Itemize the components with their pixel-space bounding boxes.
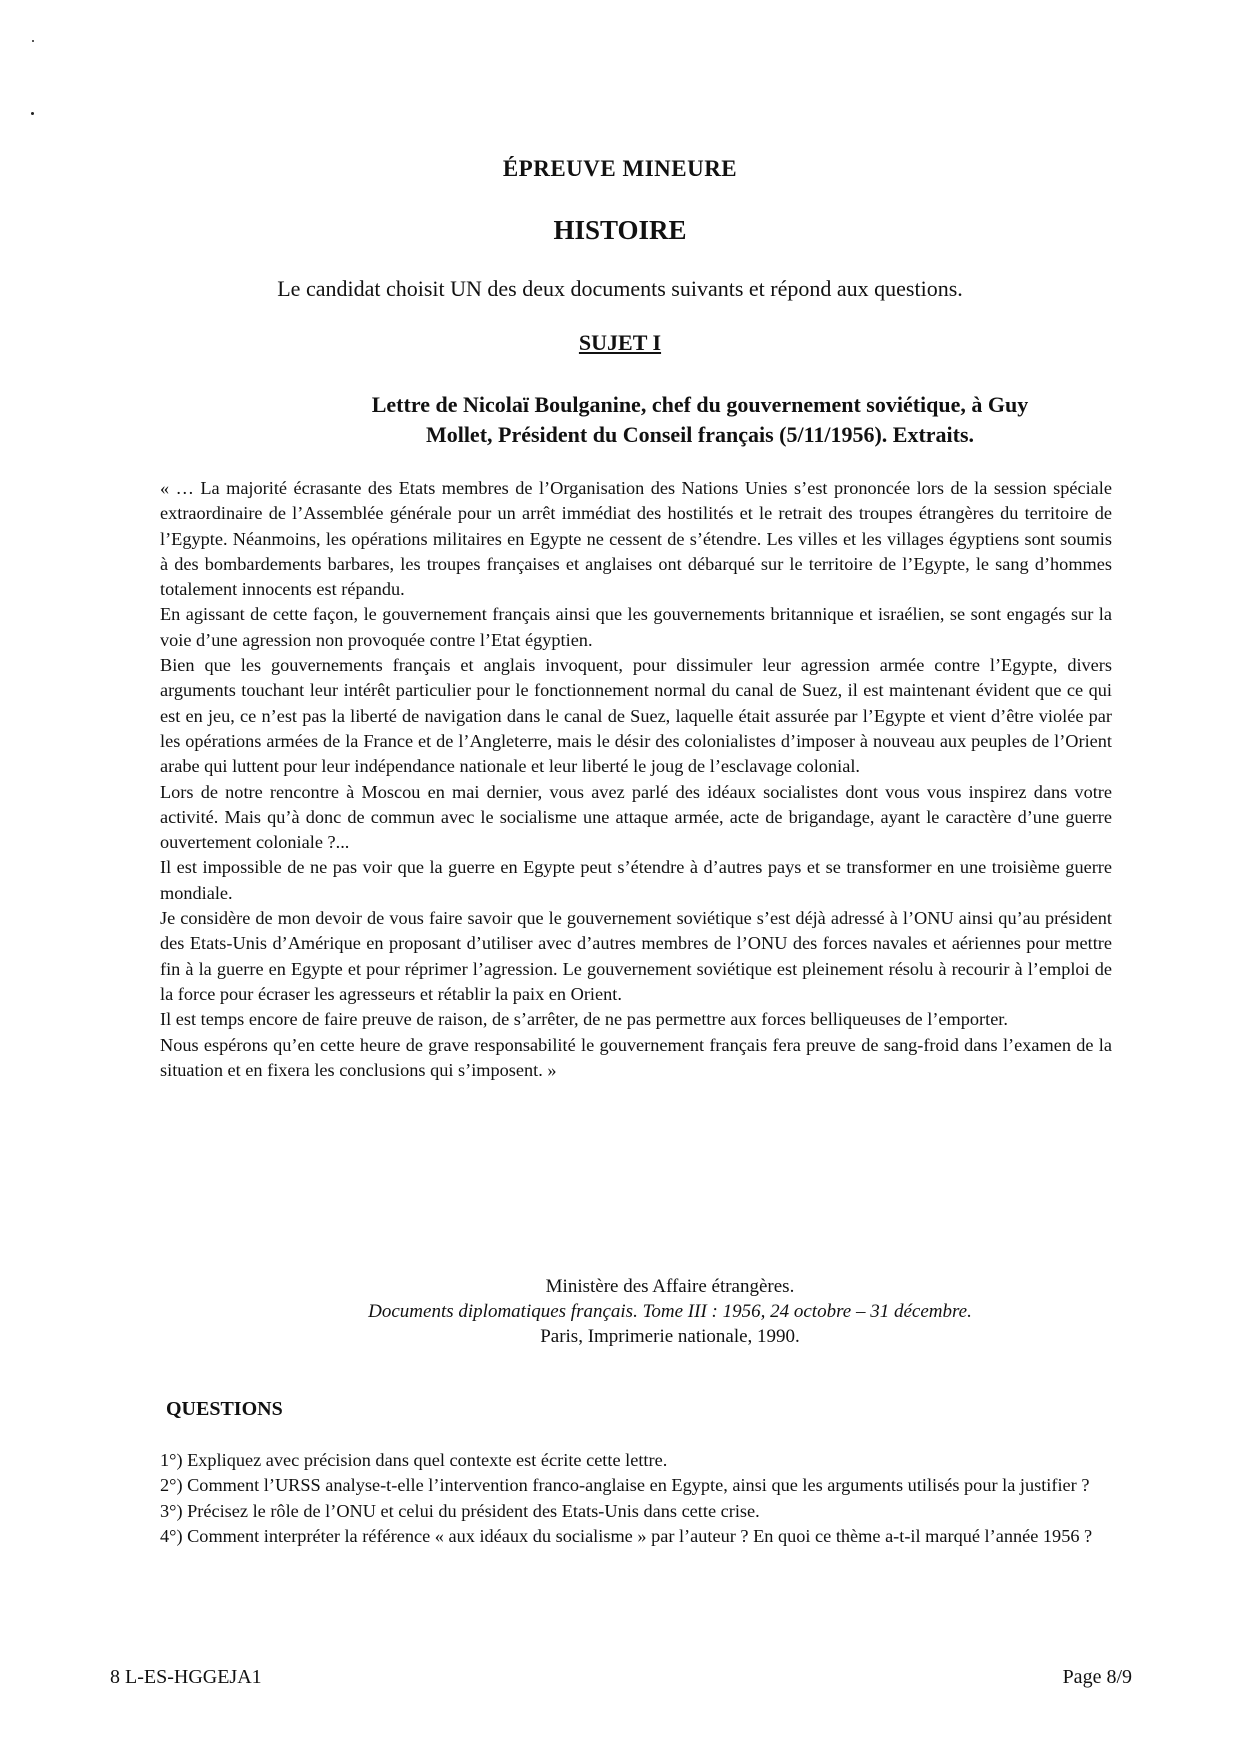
subject-title: HISTOIRE xyxy=(553,215,687,245)
source-line: Documents diplomatiques français. Tome III : 1956, 24 octobre – 31 décembre. xyxy=(368,1301,972,1322)
document-title-line: Lettre de Nicolaï Boulganine, chef du gouvernement soviétique, à Guy xyxy=(371,392,1029,417)
question-item: 4°) Comment interpréter la référence « aux idéaux du socialisme » par l’auteur ? En quoi ce thème a-t-il marqué l’année 1956 ? xyxy=(160,1525,1093,1546)
footer-page-number: Page 8/9 xyxy=(1062,1666,1132,1688)
document-title xyxy=(290,390,1110,450)
letter-paragraph: Il est impossible de ne pas voir que la guerre en Egypte peut s’étendre à d’autres pays et se transformer en une troisième guerre mondiale. xyxy=(160,857,1112,903)
exam-label: ÉPREUVE MINEURE xyxy=(502,156,738,181)
scan-speck xyxy=(31,112,34,115)
letter-paragraph: Nous espérons qu’en cette heure de grave responsabilité le gouvernement français fera preuve de sang-froid dans l’examen de la situation et en fixera les conclusions qui s’imposent. » xyxy=(160,1034,1112,1080)
footer-exam-code: 8 L-ES-HGGEJA1 xyxy=(110,1666,262,1688)
letter-paragraph: En agissant de cette façon, le gouvernement français ainsi que les gouvernements britannique et israélien, se sont engagés sur la voie d’une agression non provoquée contre l’Etat égyptien. xyxy=(160,604,1112,650)
question-item: 2°) Comment l’URSS analyse-t-elle l’intervention franco-anglaise en Egypte, ainsi que les arguments utilisés pour la justifier ? xyxy=(160,1475,1090,1496)
letter-body xyxy=(160,476,1112,1083)
source-citation xyxy=(260,1274,1080,1349)
letter-paragraph: Lors de notre rencontre à Moscou en mai dernier, vous avez parlé des idéaux socialistes dont vous vous inspirez dans votre activité. Mais qu’à donc de commun avec le socialisme une attaque armée, acte de brigandage, ayant le caractère d’une guerre ouvertement coloniale ?... xyxy=(160,781,1112,853)
letter-paragraph: Il est temps encore de faire preuve de raison, de s’arrêter, de ne pas permettre aux forces belliqueuses de l’emporter. xyxy=(160,1009,1008,1030)
letter-paragraph: Bien que les gouvernements français et anglais invoquent, pour dissimuler leur agression armée contre l’Egypte, divers arguments touchant leur intérêt particulier pour le fonctionnement normal du canal de Suez, il est maintenant évident que ce qui est en jeu, ce n’est pas la liberté de navigation dans le canal de Suez, laquelle était assurée par l’Egypte et vient d’être violée par les opérations armées de la France et de l’Angleterre, mais le désir des colonialistes d’imposer à nouveau aux peuples de l’Orient arabe qui luttent pour leur indépendance nationale et leur liberté le joug de l’esclavage colonial. xyxy=(160,655,1112,777)
question-item: 3°) Précisez le rôle de l’ONU et celui du président des Etats-Unis dans cette crise. xyxy=(160,1500,760,1521)
scan-speck xyxy=(32,40,34,42)
letter-paragraph: « … La majorité écrasante des Etats membres de l’Organisation des Nations Unies s’est prononcée lors de la session spéciale extraordinaire de l’Assemblée générale pour un arrêt immédiat des hostilités et le retrait des troupes étrangères du territoire de l’Egypte. Néanmoins, les opérations militaires en Egypte ne cessent de s’étendre. Les villes et les villages égyptiens sont soumis à des bombardements barbares, les troupes françaises et anglaises ont débarqué sur le territoire de l’Egypte, le sang d’hommes totalement innocents est répandu. xyxy=(160,478,1112,600)
document-title-line: Mollet, Président du Conseil français (5/11/1956). Extraits. xyxy=(425,422,975,447)
questions-list xyxy=(160,1448,1112,1549)
source-line: Ministère des Affaire étrangères. xyxy=(545,1276,795,1297)
questions-heading: QUESTIONS xyxy=(166,1398,283,1420)
question-item: 1°) Expliquez avec précision dans quel contexte est écrite cette lettre. xyxy=(160,1450,668,1470)
sujet-heading: SUJET I xyxy=(578,330,662,355)
source-line: Paris, Imprimerie nationale, 1990. xyxy=(540,1326,800,1347)
instruction-text: Le candidat choisit UN des deux documents suivants et répond aux questions. xyxy=(277,276,963,301)
letter-paragraph: Je considère de mon devoir de vous faire savoir que le gouvernement soviétique s’est déjà adressé à l’ONU ainsi qu’au président des Etats-Unis d’Amérique en proposant d’utiliser avec d’autres membres de l’ONU des forces navales et aériennes pour mettre fin à la guerre en Egypte et pour réprimer l’agression. Le gouvernement soviétique est pleinement résolu à recourir à l’emploi de la force pour écraser les agresseurs et rétablir la paix en Orient. xyxy=(160,908,1112,1004)
